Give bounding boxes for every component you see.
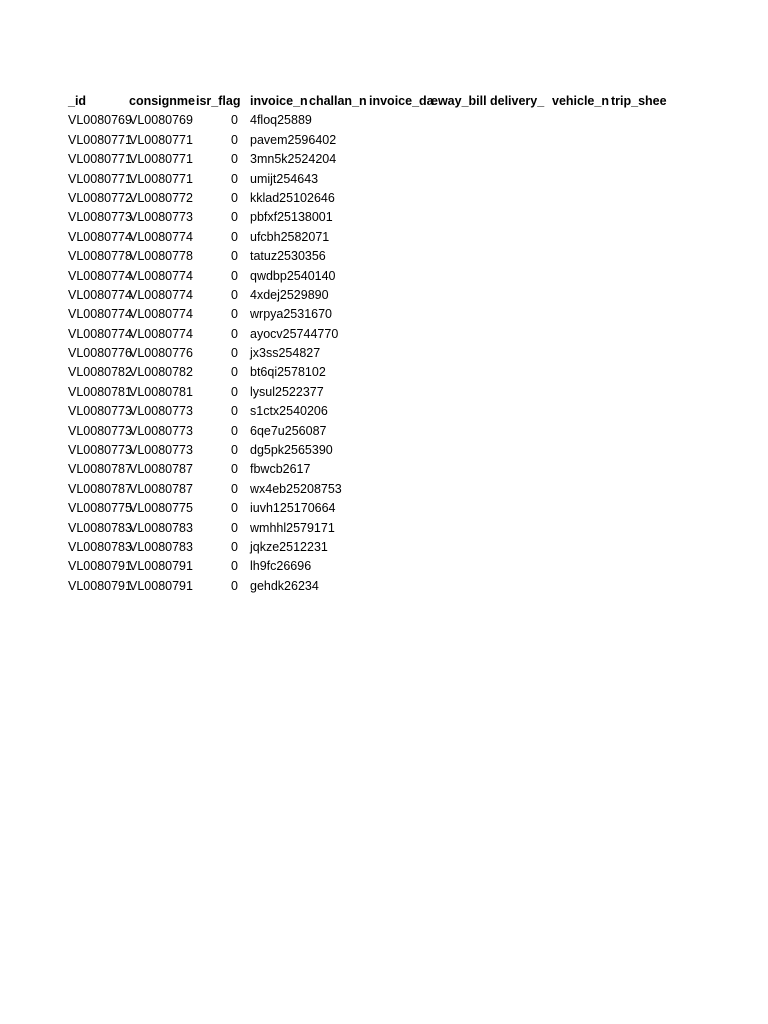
consignment-cell: VL0080781 <box>129 384 193 399</box>
consignment-cell: VL0080771 <box>129 171 193 186</box>
consignment-cell: VL0080774 <box>129 287 193 302</box>
consignment-cell: VL0080774 <box>129 229 193 244</box>
table-row <box>68 460 708 479</box>
id-cell: VL0080783 <box>68 520 132 535</box>
consignment-cell: VL0080773 <box>129 210 193 225</box>
table-row <box>68 150 708 169</box>
id-cell: VL0080774 <box>68 229 132 244</box>
invoice-no-cell: 4xdej2529890 <box>250 287 329 302</box>
id-cell: VL0080775 <box>68 501 132 516</box>
isr-flag-cell: 0 <box>231 384 238 399</box>
table-row <box>68 538 708 557</box>
table-row <box>68 557 708 576</box>
isr-flag-cell: 0 <box>231 171 238 186</box>
table-row <box>68 363 708 382</box>
invoice-no-cell: s1ctx2540206 <box>250 404 328 419</box>
id-cell: VL0080773 <box>68 423 132 438</box>
invoice-no-cell: jqkze2512231 <box>250 539 328 554</box>
table-row <box>68 267 708 286</box>
isr-flag-cell: 0 <box>231 404 238 419</box>
consignment-cell: VL0080787 <box>129 462 193 477</box>
invoice-no-cell: lysul2522377 <box>250 384 324 399</box>
consignment-cell: VL0080774 <box>129 307 193 322</box>
id-cell: VL0080781 <box>68 384 132 399</box>
id-cell: VL0080787 <box>68 462 132 477</box>
consignment-cell: VL0080769 <box>129 113 193 128</box>
invoice-no-cell: gehdk26234 <box>250 578 319 593</box>
table-row <box>68 441 708 460</box>
invoice-no-cell: wx4eb25208753 <box>250 481 342 496</box>
id-cell: VL0080773 <box>68 443 132 458</box>
table-row <box>68 208 708 227</box>
isr-flag-cell: 0 <box>231 578 238 593</box>
table-row <box>68 402 708 421</box>
column-header-isr-flag: isr_flag <box>196 94 241 108</box>
id-cell: VL0080783 <box>68 539 132 554</box>
isr-flag-cell: 0 <box>231 132 238 147</box>
consignment-cell: VL0080774 <box>129 326 193 341</box>
id-cell: VL0080774 <box>68 287 132 302</box>
consignment-cell: VL0080791 <box>129 559 193 574</box>
invoice-no-cell: dg5pk2565390 <box>250 443 333 458</box>
invoice-no-cell: jx3ss254827 <box>250 346 321 361</box>
column-header-id: _id <box>68 94 87 108</box>
column-header-eway-bill: eway_bill <box>431 94 487 108</box>
table-row <box>68 422 708 441</box>
table-row <box>68 111 708 130</box>
invoice-no-cell: iuvh125170664 <box>250 501 336 516</box>
invoice-no-cell: ufcbh2582071 <box>250 229 330 244</box>
invoice-no-cell: wmhhl2579171 <box>250 520 335 535</box>
isr-flag-cell: 0 <box>231 443 238 458</box>
id-cell: VL0080771 <box>68 132 132 147</box>
isr-flag-cell: 0 <box>231 520 238 535</box>
id-cell: VL0080774 <box>68 326 132 341</box>
column-header-delivery: delivery_ <box>490 94 545 108</box>
table-row <box>68 170 708 189</box>
isr-flag-cell: 0 <box>231 539 238 554</box>
isr-flag-cell: 0 <box>231 501 238 516</box>
invoice-no-cell: kklad25102646 <box>250 190 335 205</box>
invoice-no-cell: tatuz2530356 <box>250 249 326 264</box>
isr-flag-cell: 0 <box>231 365 238 380</box>
invoice-no-cell: fbwcb2617 <box>250 462 311 477</box>
table-row <box>68 480 708 499</box>
invoice-no-cell: pbfxf25138001 <box>250 210 333 225</box>
isr-flag-cell: 0 <box>231 307 238 322</box>
id-cell: VL0080776 <box>68 346 132 361</box>
id-cell: VL0080778 <box>68 249 132 264</box>
table-row <box>68 131 708 150</box>
id-cell: VL0080791 <box>68 559 132 574</box>
id-cell: VL0080791 <box>68 578 132 593</box>
consignment-cell: VL0080775 <box>129 501 193 516</box>
consignment-cell: VL0080791 <box>129 578 193 593</box>
header-row <box>68 92 708 111</box>
invoice-no-cell: bt6qi2578102 <box>250 365 326 380</box>
id-cell: VL0080774 <box>68 268 132 283</box>
table-row <box>68 247 708 266</box>
id-cell: VL0080771 <box>68 171 132 186</box>
isr-flag-cell: 0 <box>231 210 238 225</box>
table-row <box>68 577 708 596</box>
invoice-no-cell: umijt254643 <box>250 171 319 186</box>
table-row <box>68 499 708 518</box>
isr-flag-cell: 0 <box>231 462 238 477</box>
spreadsheet <box>68 92 708 596</box>
isr-flag-cell: 0 <box>231 152 238 167</box>
invoice-no-cell: pavem2596402 <box>250 132 337 147</box>
consignment-cell: VL0080778 <box>129 249 193 264</box>
column-header-trip-sheet: trip_shee <box>611 94 667 108</box>
consignment-cell: VL0080783 <box>129 539 193 554</box>
table-row <box>68 383 708 402</box>
isr-flag-cell: 0 <box>231 287 238 302</box>
id-cell: VL0080773 <box>68 210 132 225</box>
isr-flag-cell: 0 <box>231 268 238 283</box>
table-row <box>68 305 708 324</box>
data-rows <box>68 111 708 596</box>
id-cell: VL0080772 <box>68 190 132 205</box>
isr-flag-cell: 0 <box>231 481 238 496</box>
isr-flag-cell: 0 <box>231 190 238 205</box>
isr-flag-cell: 0 <box>231 326 238 341</box>
isr-flag-cell: 0 <box>231 113 238 128</box>
table-row <box>68 325 708 344</box>
column-header-challan-no: challan_n <box>309 94 367 108</box>
id-cell: VL0080773 <box>68 404 132 419</box>
id-cell: VL0080774 <box>68 307 132 322</box>
table-row <box>68 286 708 305</box>
consignment-cell: VL0080773 <box>129 404 193 419</box>
table-row <box>68 344 708 363</box>
id-cell: VL0080787 <box>68 481 132 496</box>
invoice-no-cell: 4floq25889 <box>250 113 312 128</box>
isr-flag-cell: 0 <box>231 249 238 264</box>
invoice-no-cell: ayocv25744770 <box>250 326 339 341</box>
table-row <box>68 519 708 538</box>
table-row <box>68 228 708 247</box>
consignment-cell: VL0080771 <box>129 132 193 147</box>
consignment-cell: VL0080783 <box>129 520 193 535</box>
isr-flag-cell: 0 <box>231 423 238 438</box>
consignment-cell: VL0080773 <box>129 423 193 438</box>
invoice-no-cell: qwdbp2540140 <box>250 268 336 283</box>
column-header-vehicle-no: vehicle_n <box>552 94 609 108</box>
consignment-cell: VL0080776 <box>129 346 193 361</box>
table-row <box>68 189 708 208</box>
column-header-consignment: consignme <box>129 94 195 108</box>
invoice-no-cell: wrpya2531670 <box>250 307 333 322</box>
isr-flag-cell: 0 <box>231 229 238 244</box>
consignment-cell: VL0080771 <box>129 152 193 167</box>
consignment-cell: VL0080782 <box>129 365 193 380</box>
consignment-cell: VL0080774 <box>129 268 193 283</box>
consignment-cell: VL0080787 <box>129 481 193 496</box>
isr-flag-cell: 0 <box>231 346 238 361</box>
consignment-cell: VL0080772 <box>129 190 193 205</box>
consignment-cell: VL0080773 <box>129 443 193 458</box>
column-header-invoice-no: invoice_n <box>250 94 308 108</box>
invoice-no-cell: 3mn5k2524204 <box>250 152 337 167</box>
id-cell: VL0080769 <box>68 113 132 128</box>
id-cell: VL0080782 <box>68 365 132 380</box>
id-cell: VL0080771 <box>68 152 132 167</box>
invoice-no-cell: lh9fc26696 <box>250 559 312 574</box>
isr-flag-cell: 0 <box>231 559 238 574</box>
column-header-invoice-date: invoice_da <box>369 94 434 108</box>
invoice-no-cell: 6qe7u256087 <box>250 423 327 438</box>
